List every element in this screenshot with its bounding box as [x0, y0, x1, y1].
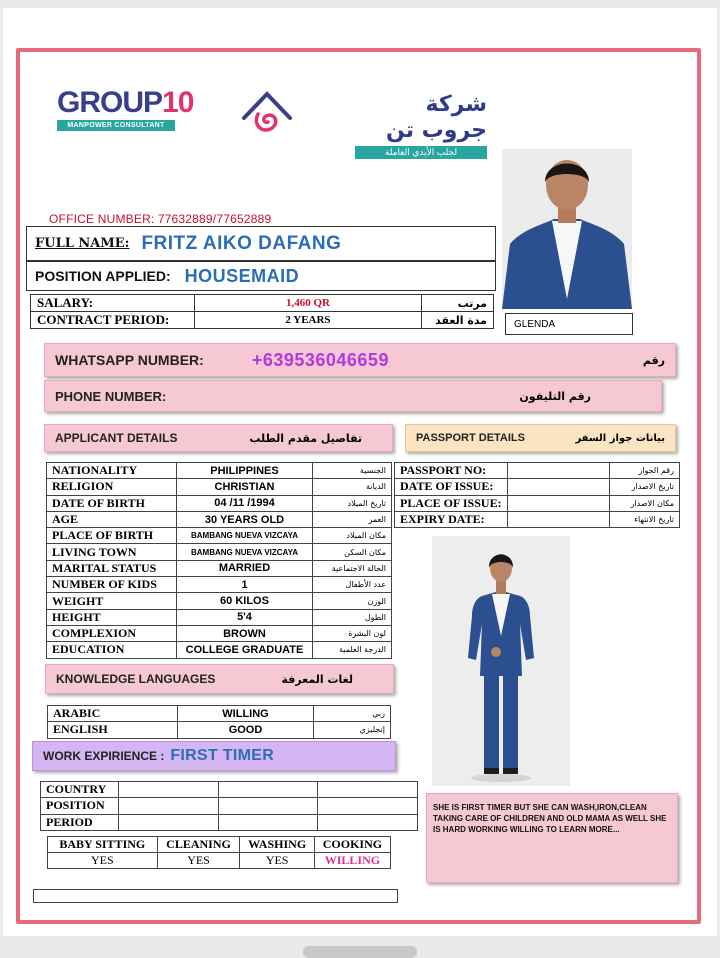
arabic-logo — [355, 92, 487, 159]
detail-arabic: مكان السكن — [313, 544, 392, 560]
passport-details-arabic: بيانات جواز السفر — [575, 432, 665, 444]
skill-value: YES — [157, 853, 240, 869]
table-row — [47, 642, 392, 658]
language-label: ENGLISH — [48, 722, 178, 738]
passport-label: EXPIRY DATE: — [395, 511, 508, 527]
detail-label: NATIONALITY — [47, 463, 177, 479]
detail-arabic: لون البشرة — [313, 625, 392, 641]
table-row — [47, 577, 392, 593]
detail-label: EDUCATION — [47, 642, 177, 658]
table-row — [48, 706, 391, 722]
detail-value: BAMBANG NUEVA VIZCAYA — [177, 528, 313, 544]
photo-caption: GLENDA — [505, 313, 633, 335]
work-cell — [119, 798, 219, 814]
table-row — [395, 495, 680, 511]
work-cell — [318, 798, 418, 814]
skill-value: WILLING — [314, 853, 390, 869]
languages-table — [47, 705, 391, 739]
passport-arabic: تاريخ الاصدار — [609, 479, 679, 495]
applicant-details-label: APPLICANT DETAILS — [55, 431, 178, 445]
detail-arabic: الحالة الاجتماعية — [313, 560, 392, 576]
skill-header: BABY SITTING — [48, 837, 158, 853]
detail-label: DATE OF BIRTH — [47, 495, 177, 511]
logo-tagline: MANPOWER CONSULTANT — [57, 120, 175, 131]
table-row — [47, 511, 392, 527]
table-row — [48, 722, 391, 738]
work-cell — [318, 782, 418, 798]
detail-value: CHRISTIAN — [177, 479, 313, 495]
applicant-details-header — [44, 424, 393, 452]
table-row — [395, 479, 680, 495]
table-row — [395, 463, 680, 479]
passport-label: DATE OF ISSUE: — [395, 479, 508, 495]
passport-label: PASSPORT NO: — [395, 463, 508, 479]
full-body-photo — [432, 536, 570, 786]
detail-label: LIVING TOWN — [47, 544, 177, 560]
detail-label: MARITAL STATUS — [47, 560, 177, 576]
detail-arabic: الدرجة العلمية — [313, 642, 392, 658]
table-row — [47, 609, 392, 625]
passport-details-table — [394, 462, 680, 528]
office-number-value: 77632889/77652889 — [157, 212, 272, 226]
work-row-label: POSITION — [41, 798, 119, 814]
passport-value — [507, 495, 609, 511]
detail-arabic: مكان الميلاد — [313, 528, 392, 544]
passport-value — [507, 479, 609, 495]
detail-arabic: الديانة — [313, 479, 392, 495]
whatsapp-label: WHATSAPP NUMBER: — [55, 352, 204, 368]
salary-table — [30, 294, 494, 329]
contract-value: 2 YEARS — [195, 312, 422, 329]
skill-header: COOKING — [314, 837, 390, 853]
position-value: HOUSEMAID — [184, 265, 300, 286]
arabic-logo-text: شركة جروب تن — [385, 92, 487, 143]
detail-value: BROWN — [177, 625, 313, 641]
detail-value: 1 — [177, 577, 313, 593]
skills-value-row — [48, 853, 391, 869]
whatsapp-bar — [44, 343, 676, 377]
detail-label: NUMBER OF KIDS — [47, 577, 177, 593]
language-value: WILLING — [178, 706, 314, 722]
table-row — [41, 814, 418, 830]
group10-logo — [57, 88, 193, 131]
detail-label: HEIGHT — [47, 609, 177, 625]
phone-arabic: رقم التليفون — [519, 389, 591, 403]
table-row — [47, 544, 392, 560]
passport-arabic: تاريخ الانتهاء — [609, 511, 679, 527]
contract-label: CONTRACT PERIOD: — [31, 312, 195, 329]
house-logo-icon — [240, 88, 294, 136]
skills-table — [47, 836, 391, 869]
passport-label: PLACE OF ISSUE: — [395, 495, 508, 511]
skills-header-row — [48, 837, 391, 853]
table-row — [47, 495, 392, 511]
passport-value — [507, 511, 609, 527]
logo-text: GROUP — [57, 86, 163, 119]
work-cell — [318, 814, 418, 830]
passport-arabic: رقم الجواز — [609, 463, 679, 479]
office-number — [49, 212, 271, 226]
detail-value: 5'4 — [177, 609, 313, 625]
table-row — [47, 625, 392, 641]
detail-arabic: الطول — [313, 609, 392, 625]
detail-arabic: عدد الأطفال — [313, 577, 392, 593]
position-row — [26, 261, 496, 291]
language-value: GOOD — [178, 722, 314, 738]
salary-label: SALARY: — [31, 295, 195, 312]
detail-label: RELIGION — [47, 479, 177, 495]
detail-label: PLACE OF BIRTH — [47, 528, 177, 544]
contract-arabic: مدة العقد — [422, 312, 494, 329]
detail-value: 30 YEARS OLD — [177, 511, 313, 527]
full-name-value: FRITZ AIKO DAFANG — [141, 232, 342, 254]
work-cell — [119, 782, 219, 798]
knowledge-languages-header — [45, 664, 394, 694]
whatsapp-arabic: رقم — [642, 353, 665, 367]
full-name-label: FULL NAME: — [35, 236, 130, 251]
detail-value: MARRIED — [177, 560, 313, 576]
table-row — [47, 479, 392, 495]
footer-empty-box — [33, 889, 398, 903]
passport-arabic: مكان الاصدار — [609, 495, 679, 511]
skill-value: YES — [240, 853, 314, 869]
work-cell — [218, 798, 318, 814]
skill-header: WASHING — [240, 837, 314, 853]
office-number-label: OFFICE NUMBER: — [49, 212, 155, 226]
detail-value: BAMBANG NUEVA VIZCAYA — [177, 544, 313, 560]
passport-value — [507, 463, 609, 479]
work-cell — [119, 814, 219, 830]
detail-arabic: تاريخ الميلاد — [313, 495, 392, 511]
language-arabic: ربي — [314, 706, 391, 722]
table-row — [47, 463, 392, 479]
work-row-label: COUNTRY — [41, 782, 119, 798]
skill-header: CLEANING — [157, 837, 240, 853]
knowledge-languages-label: KNOWLEDGE LANGUAGES — [56, 672, 216, 686]
work-experience-header — [32, 741, 396, 771]
work-experience-value: FIRST TIMER — [170, 747, 275, 764]
arabic-logo-tagline: لجلب الأيدي العاملة — [355, 146, 487, 159]
applicant-details-table — [46, 462, 392, 659]
knowledge-languages-arabic: لغات المعرفة — [281, 672, 353, 686]
phone-label: PHONE NUMBER: — [55, 388, 167, 404]
whatsapp-value: +639536046659 — [251, 349, 389, 370]
logo-number: 10 — [162, 86, 194, 119]
full-body-figure — [432, 536, 570, 786]
phone-bar — [44, 380, 662, 412]
position-label: POSITION APPLIED: — [35, 268, 171, 284]
detail-arabic: الوزن — [313, 593, 392, 609]
horizontal-scrollbar[interactable] — [303, 946, 417, 958]
passport-details-header — [405, 424, 676, 452]
full-name-row — [26, 226, 496, 261]
work-cell — [218, 782, 318, 798]
applicant-details-arabic: تفاصيل مقدم الطلب — [249, 431, 362, 445]
skill-value: YES — [48, 853, 158, 869]
salary-row — [31, 295, 494, 312]
detail-label: AGE — [47, 511, 177, 527]
passport-details-label: PASSPORT DETAILS — [416, 432, 525, 444]
salary-value: 1,460 QR — [195, 295, 422, 312]
table-row — [41, 782, 418, 798]
detail-value: COLLEGE GRADUATE — [177, 642, 313, 658]
language-label: ARABIC — [48, 706, 178, 722]
detail-label: WEIGHT — [47, 593, 177, 609]
work-cell — [218, 814, 318, 830]
table-row — [47, 593, 392, 609]
language-arabic: إنجليزي — [314, 722, 391, 738]
table-row — [395, 511, 680, 527]
table-row — [47, 528, 392, 544]
remarks-note: SHE IS FIRST TIMER BUT SHE CAN WASH,IRON,CLEAN TAKING CARE OF CHILDREN AND OLD MAMA AS WELL SHE IS HARD WORKING WILLING TO LEARN MORE... — [426, 793, 678, 883]
work-row-label: PERIOD — [41, 814, 119, 830]
table-row — [47, 560, 392, 576]
work-experience-label: WORK EXPIRIENCE : — [43, 749, 165, 763]
table-row — [41, 798, 418, 814]
portrait-figure — [502, 149, 632, 309]
detail-label: COMPLEXION — [47, 625, 177, 641]
work-experience-table — [40, 781, 418, 831]
portrait-photo — [502, 149, 632, 309]
salary-arabic: مرتب — [422, 295, 494, 312]
detail-value: 04 /11 /1994 — [177, 495, 313, 511]
detail-value: PHILIPPINES — [177, 463, 313, 479]
detail-arabic: الجنسية — [313, 463, 392, 479]
contract-row — [31, 312, 494, 329]
detail-value: 60 KILOS — [177, 593, 313, 609]
detail-arabic: العمر — [313, 511, 392, 527]
